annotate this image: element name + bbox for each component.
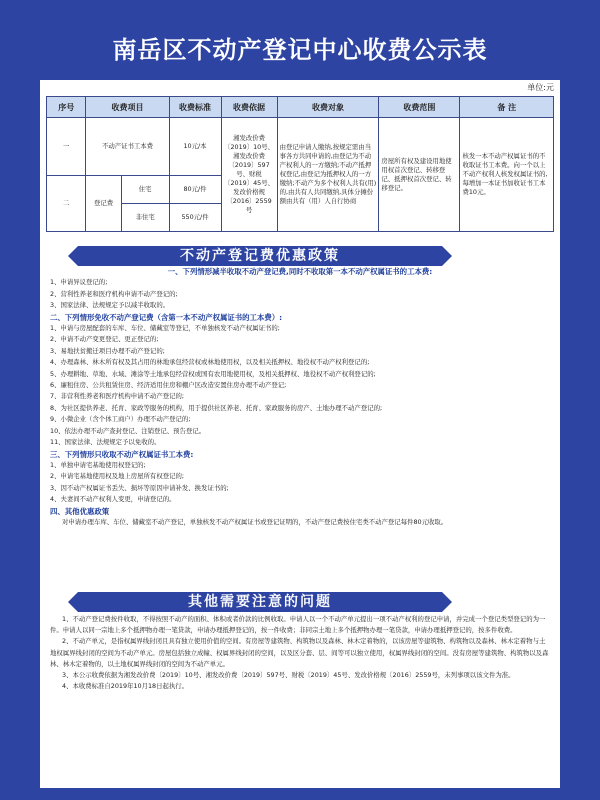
- list-item: 7、非营利性养老和医疗机构申请不动产登记的;: [50, 392, 185, 401]
- list-item: 2、申请宅基地使用权及地上房屋所有权登记的;: [50, 472, 185, 481]
- page-title: 南岳区不动产登记中心收费公示表: [112, 36, 488, 64]
- list-item: 10、依法办理不动产查封登记、注销登记、预告登记。: [50, 426, 206, 435]
- list-item: 2、营利性养老和医疗机构申请不动产登记的;: [50, 289, 178, 298]
- note-item: 1、不动产登记费按件收取，不得按照不动产的面积、体积或者价款的比例收取。申请人以一个不动产单元提出一项不动产权利的登记申请，并完成一个登记类型登记的为一件。申请人以同一宗地上多个抵押物办理一笔贷款，申请办理抵押登记的，按一件收费；非同宗土地上多个抵押物办理一笔贷款，申请办理抵押登记的，按多件收费。: [50, 615, 546, 635]
- table-header-row: [47, 97, 554, 118]
- header-no: 序号: [47, 97, 86, 118]
- header-basis: 收费依据: [221, 97, 277, 118]
- header-item: 收费项目: [86, 97, 169, 118]
- list-item: 8、为社区提供养老、托育、家政等服务的机构，用于提供社区养老、托育、家政服务的房产、土地办理不动产登记的;: [50, 403, 383, 412]
- row2-item: 登记费: [86, 176, 121, 232]
- fee-scope: 房屋所有权及建设用地使用权首次登记、转移登记、抵押权首次登记、转移登记。: [379, 118, 460, 232]
- list-item: 5、办理耕地、草地、水域、滩涂等土地承包经营权或国有农用地使用权，及相关抵押权、地役权不动产权利登记的;: [50, 369, 376, 378]
- notes-section: [50, 614, 550, 692]
- row1-standard: 10元/本: [169, 118, 221, 176]
- row1-item: 不动产证书工本费: [86, 118, 169, 176]
- header-remark: 备 注: [460, 97, 554, 118]
- fee-remark: 核发一本不动产权属证书的不收取证书工本费。向一个以上不动产权利人核发权属证书的,每增加一本证书加收证书工本费10元。: [460, 118, 554, 232]
- list-item: 3、因不动产权属证书丢失、损坏等原因申请补发、换发证书的;: [50, 483, 229, 492]
- list-item: 4、夫妻间不动产权利人变更，申请登记的。: [50, 495, 176, 504]
- row2-no: 二: [47, 176, 86, 232]
- row2-sub2-standard: 550元/件: [169, 204, 221, 232]
- notes-banner: 其他需要注意的问题: [78, 592, 442, 612]
- policy-heading-3: 三、下列情形只收取不动产权属证书工本费:: [50, 449, 194, 459]
- list-item: 1、申请与房屋配套的车库、车位、储藏室等登记，不单独核发不动产权属证书的;: [50, 324, 280, 333]
- list-item: 1、申请异议登记的;: [50, 278, 108, 287]
- list-item: 对申请办理车库、车位、储藏室不动产登记，单独核发不动产权属证书或登记证明的，不动产登记费按住宅类不动产登记每件80元收取。: [62, 517, 448, 526]
- list-item: 11、国家法律、法规规定予以免收的。: [50, 438, 161, 447]
- policy-heading-4: 四、其他优惠政策: [50, 506, 110, 516]
- unit-label: 单位:元: [527, 83, 554, 92]
- row2-sub1: 住宅: [121, 176, 169, 204]
- list-item: 6、廉租住房、公共租赁住房、经济适用住房和棚户区改造安置住房办理不动产登记;: [50, 381, 287, 390]
- fee-target: 由登记申请人缴纳,按规定需由当事各方共同申请的,由登记为不动产权利人的一方缴纳;不动产抵押权登记,由登记为抵押权人的一方缴纳;不动产为多个权利人共有(用)的,由共有人共同缴纳,具体分摊份额由共有（用）人自行协商: [277, 118, 379, 232]
- fee-basis: 湘发改价费〔2019〕10号、湘发改价费〔2019〕597号、财税〔2019〕45号、发改价格规〔2016〕2559号: [221, 118, 277, 232]
- note-item: 4、本收费标准自2019年10月18日起执行。: [62, 682, 189, 691]
- fee-table: [46, 96, 554, 232]
- header-scope: 收费范围: [379, 97, 460, 118]
- policy-section: [50, 266, 550, 528]
- row2-sub1-standard: 80元/件: [169, 176, 221, 204]
- list-item: 9、小微企业（含个体工商户）办理不动产登记的;: [50, 415, 191, 424]
- list-item: 1、单独申请宅基地使用权登记的;: [50, 460, 146, 469]
- list-item: 3、易地扶贫搬迁项目办理不动产登记的;: [50, 346, 165, 355]
- policy-heading-1: 一、下列情形减半收取不动产登记费,同时不收取第一本不动产权属证书的工本费:: [167, 267, 433, 276]
- row2-sub2: 非住宅: [121, 204, 169, 232]
- note-item: 2、不动产单元，是指权属界线封闭且具有独立使用价值的空间。有房屋等建筑物、构筑物以及森林、林木定着物的，以该房屋等建筑物、构筑物以及森林、林木定着物与土地权属界线封闭的空间为不动产单元。房屋包括独立成幢、权属界线封闭的空间，以及区分套、层、间等可以独立使用，权属界线封闭的空间。没有房屋等建筑物、构筑物以及森林、林木定着物的，以土地权属界线封闭的空间为不动产单元。: [50, 637, 549, 668]
- policy-heading-2: 二、下列情形免收不动产登记费（含第一本不动产权属证书的工本费）:: [50, 312, 283, 322]
- header-standard: 收费标准: [169, 97, 221, 118]
- list-item: 3、国家法律、法规规定予以减半收取的。: [50, 301, 170, 310]
- table-row: [47, 118, 554, 176]
- note-item: 3、本公示收费依据为湘发改价费〔2019〕10号、湘发改价费〔2019〕597号、财税〔2019〕45号、发改价格规〔2016〕2559号，未列事项以该文件为准。: [62, 671, 515, 680]
- list-item: 4、办理森林、林木所有权及其占用的林地承包经营权或林地使用权，以及相关抵押权、地役权不动产权利登记的;: [50, 358, 370, 367]
- list-item: 2、申请不动产变更登记、更正登记的;: [50, 335, 159, 344]
- header-target: 收费对象: [277, 97, 379, 118]
- policy-banner: 不动产登记费优惠政策: [78, 246, 442, 266]
- row1-no: 一: [47, 118, 86, 176]
